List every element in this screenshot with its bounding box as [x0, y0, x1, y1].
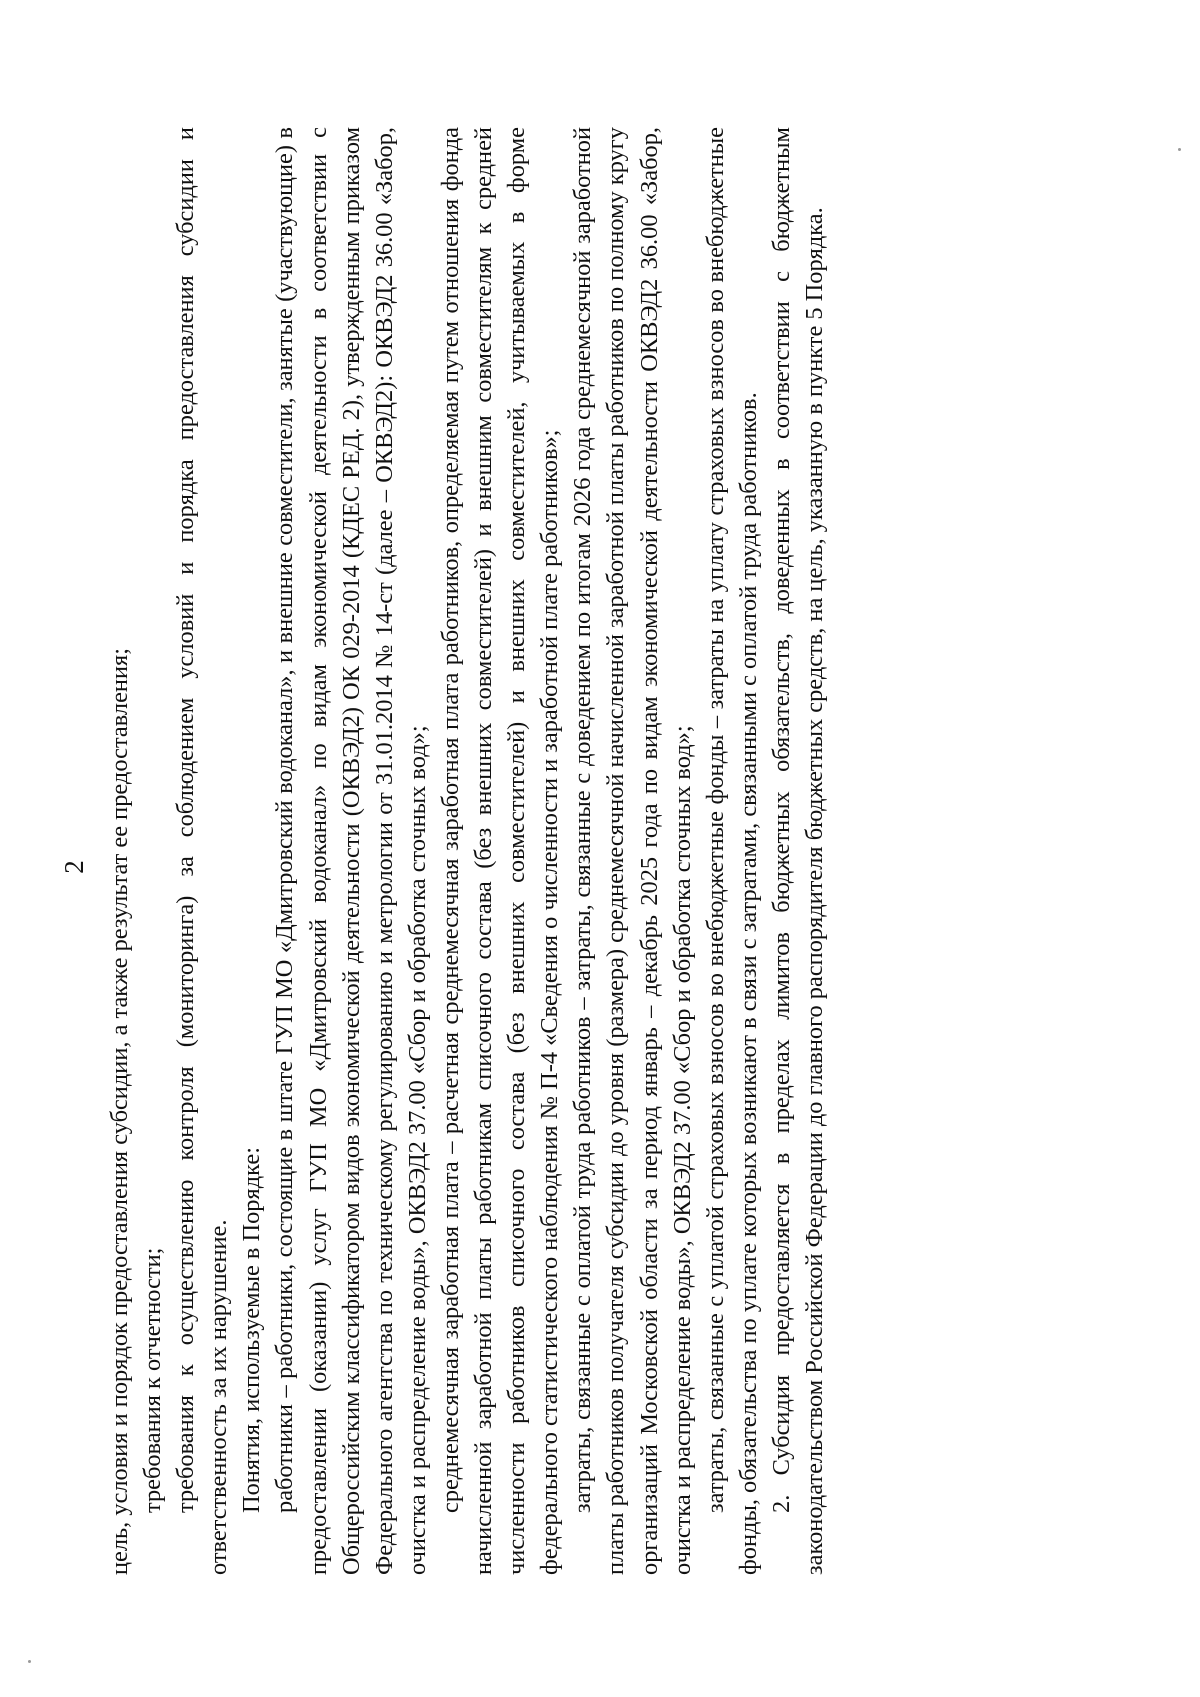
scan-speck: [1178, 148, 1181, 151]
page-number: 2: [59, 860, 89, 874]
paragraph: цель, условия и порядок предоставления субсидии, а также результат ее предоставления;: [106, 647, 133, 1575]
paragraph: работники – работники, состоящие в штате ГУП МО «Дмитровский водоканал», и внешние совместители, занятые (участвующие) в предоставлении (оказании) услуг ГУП МО «Дмитровский водоканал» по видам экономической деятельности в соответствии с Общероссийским классификатором видов экономической деятельности (ОКВЭД2) ОК 029-2014 (КДЕС РЕД. 2), утвержденным приказом Федерального агентства по техническому регулированию и метрологии от 31.01.2014 № 14-ст (далее – ОКВЭД2): ОКВЭД2 36.00 «Забор, очистка и распределение воды», ОКВЭД2 37.00 «Сбор и обработка сточных вод»;: [271, 127, 431, 1575]
paragraph: Понятия, используемые в Порядке:: [238, 1147, 266, 1513]
paragraph: 2. Субсидия предоставляется в пределах лимитов бюджетных обязательств, доведенных в соответствии с бюджетным законодательством Российской Федерации до главного распорядителя бюджетных средств, на цель, указанную в пункте 5 Порядка.: [767, 127, 828, 1575]
paragraph: затраты, связанные с уплатой страховых взносов во внебюджетные фонды – затраты на уплату страховых взносов во внебюджетные фонды, обязательства по уплате которых возникают в связи с затратами, связанными с оплатой труда работников.: [701, 127, 762, 1575]
paragraph: среднемесячная заработная плата – расчетная среднемесячная заработная плата работников, определяемая путем отношения фонда начисленной заработной платы работникам списочного состава (без внешних совместителей) и внешним совместителям к средней численности работников списочного состава (без внешних совместителей) и внешних совместителей, учитываемых в форме федерального статистического наблюдения № П-4 «Сведения о численности и заработной плате работников»;: [436, 127, 564, 1575]
paragraph: требования к осуществлению контроля (мониторинга) за соблюдением условий и порядка предоставления субсидии и ответственность за их нарушение.: [172, 127, 233, 1575]
paragraph: требования к отчетности;: [139, 1247, 167, 1513]
scan-speck: [28, 1660, 31, 1663]
body-text: [103, 127, 831, 1575]
paragraph: затраты, связанные с оплатой труда работников – затраты, связанные с доведением по итогам 2026 года среднемесячной заработной платы работников получателя субсидии до уровня (размера) среднемесячной начисленной заработной платы работников по полному кругу организаций Московской области за период январь – декабрь 2025 года по видам экономической деятельности ОКВЭД2 36.00 «Забор, очистка и распределение воды», ОКВЭД2 37.00 «Сбор и обработка сточных вод»;: [569, 127, 696, 1575]
